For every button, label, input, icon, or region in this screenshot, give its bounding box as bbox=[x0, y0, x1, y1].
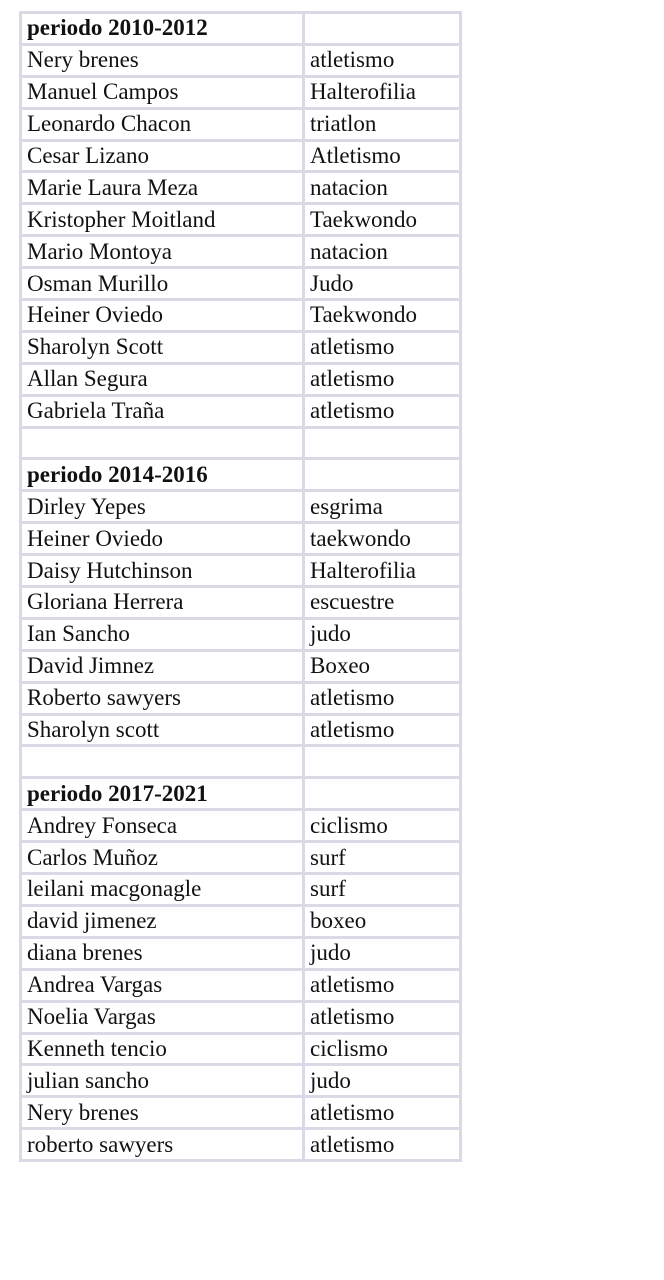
sport-cell: atletismo bbox=[304, 44, 461, 76]
athlete-name-cell: Osman Murillo bbox=[21, 268, 304, 300]
table-row bbox=[21, 555, 461, 587]
table-row bbox=[21, 140, 461, 172]
sport-cell: ciclismo bbox=[304, 810, 461, 842]
sport-cell: atletismo bbox=[304, 682, 461, 714]
sport-cell: triatlon bbox=[304, 108, 461, 140]
sport-cell: atletismo bbox=[304, 969, 461, 1001]
table-row bbox=[21, 204, 461, 236]
table-row bbox=[21, 76, 461, 108]
athlete-name-cell: Marie Laura Meza bbox=[21, 172, 304, 204]
table-row bbox=[21, 1001, 461, 1033]
sport-cell: atletismo bbox=[304, 1129, 461, 1161]
athlete-name-cell: Andrey Fonseca bbox=[21, 810, 304, 842]
table-row bbox=[21, 682, 461, 714]
period-header-empty-cell bbox=[304, 459, 461, 491]
sport-cell: atletismo bbox=[304, 395, 461, 427]
sport-cell: judo bbox=[304, 1065, 461, 1097]
period-header-empty-cell bbox=[304, 778, 461, 810]
table-row bbox=[21, 874, 461, 906]
period-header-row bbox=[21, 778, 461, 810]
table-row bbox=[21, 1065, 461, 1097]
empty-cell bbox=[21, 746, 304, 778]
athlete-name-cell: Leonardo Chacon bbox=[21, 108, 304, 140]
empty-cell bbox=[304, 427, 461, 459]
athlete-name-cell: Kristopher Moitland bbox=[21, 204, 304, 236]
sport-cell: Boxeo bbox=[304, 650, 461, 682]
table-row bbox=[21, 268, 461, 300]
athlete-name-cell: Roberto sawyers bbox=[21, 682, 304, 714]
athlete-name-cell: Kenneth tencio bbox=[21, 1033, 304, 1065]
period-title: periodo 2010-2012 bbox=[21, 13, 304, 45]
sport-cell: ciclismo bbox=[304, 1033, 461, 1065]
spacer-row bbox=[21, 746, 461, 778]
athlete-name-cell: Manuel Campos bbox=[21, 76, 304, 108]
table-row bbox=[21, 969, 461, 1001]
sport-cell: Taekwondo bbox=[304, 204, 461, 236]
table-row bbox=[21, 44, 461, 76]
table-row bbox=[21, 363, 461, 395]
athlete-name-cell: Sharolyn Scott bbox=[21, 331, 304, 363]
period-header-empty-cell bbox=[304, 13, 461, 45]
athlete-name-cell: Heiner Oviedo bbox=[21, 523, 304, 555]
athlete-name-cell: Ian Sancho bbox=[21, 618, 304, 650]
athletes-table-body bbox=[21, 13, 461, 1161]
table-row bbox=[21, 714, 461, 746]
athlete-name-cell: Carlos Muñoz bbox=[21, 842, 304, 874]
sport-cell: atletismo bbox=[304, 714, 461, 746]
table-row bbox=[21, 905, 461, 937]
sport-cell: atletismo bbox=[304, 1097, 461, 1129]
sport-cell: natacion bbox=[304, 236, 461, 268]
sport-cell: atletismo bbox=[304, 1001, 461, 1033]
table-row bbox=[21, 523, 461, 555]
athlete-name-cell: Gabriela Traña bbox=[21, 395, 304, 427]
sport-cell: Halterofilia bbox=[304, 555, 461, 587]
athlete-name-cell: Gloriana Herrera bbox=[21, 587, 304, 619]
table-row bbox=[21, 587, 461, 619]
athlete-name-cell: Heiner Oviedo bbox=[21, 300, 304, 332]
athlete-name-cell: david jimenez bbox=[21, 905, 304, 937]
athlete-name-cell: Dirley Yepes bbox=[21, 491, 304, 523]
empty-cell bbox=[21, 427, 304, 459]
table-row bbox=[21, 395, 461, 427]
athlete-name-cell: roberto sawyers bbox=[21, 1129, 304, 1161]
sport-cell: atletismo bbox=[304, 363, 461, 395]
table-row bbox=[21, 842, 461, 874]
table-row bbox=[21, 1097, 461, 1129]
sport-cell: surf bbox=[304, 842, 461, 874]
athlete-name-cell: Allan Segura bbox=[21, 363, 304, 395]
sport-cell: atletismo bbox=[304, 331, 461, 363]
table-row bbox=[21, 937, 461, 969]
table-row bbox=[21, 108, 461, 140]
spacer-row bbox=[21, 427, 461, 459]
table-row bbox=[21, 331, 461, 363]
sport-cell: esgrima bbox=[304, 491, 461, 523]
athlete-name-cell: Andrea Vargas bbox=[21, 969, 304, 1001]
athlete-name-cell: julian sancho bbox=[21, 1065, 304, 1097]
athlete-name-cell: Cesar Lizano bbox=[21, 140, 304, 172]
table-row bbox=[21, 491, 461, 523]
table-row bbox=[21, 1033, 461, 1065]
athletes-table bbox=[19, 11, 462, 1162]
athlete-name-cell: Noelia Vargas bbox=[21, 1001, 304, 1033]
athlete-name-cell: Nery brenes bbox=[21, 44, 304, 76]
empty-cell bbox=[304, 746, 461, 778]
table-row bbox=[21, 172, 461, 204]
sport-cell: surf bbox=[304, 874, 461, 906]
sport-cell: taekwondo bbox=[304, 523, 461, 555]
athlete-name-cell: diana brenes bbox=[21, 937, 304, 969]
athlete-name-cell: leilani macgonagle bbox=[21, 874, 304, 906]
athlete-name-cell: Daisy Hutchinson bbox=[21, 555, 304, 587]
athlete-name-cell: Nery brenes bbox=[21, 1097, 304, 1129]
table-row bbox=[21, 810, 461, 842]
sport-cell: Judo bbox=[304, 268, 461, 300]
sport-cell: judo bbox=[304, 618, 461, 650]
table-row bbox=[21, 618, 461, 650]
period-header-row bbox=[21, 13, 461, 45]
athlete-name-cell: Sharolyn scott bbox=[21, 714, 304, 746]
sport-cell: Atletismo bbox=[304, 140, 461, 172]
sport-cell: judo bbox=[304, 937, 461, 969]
athlete-name-cell: David Jimnez bbox=[21, 650, 304, 682]
table-row bbox=[21, 236, 461, 268]
period-title: periodo 2017-2021 bbox=[21, 778, 304, 810]
period-header-row bbox=[21, 459, 461, 491]
period-title: periodo 2014-2016 bbox=[21, 459, 304, 491]
table-row bbox=[21, 300, 461, 332]
sport-cell: natacion bbox=[304, 172, 461, 204]
sport-cell: Taekwondo bbox=[304, 300, 461, 332]
table-row bbox=[21, 1129, 461, 1161]
table-row bbox=[21, 650, 461, 682]
athlete-name-cell: Mario Montoya bbox=[21, 236, 304, 268]
sport-cell: Halterofilia bbox=[304, 76, 461, 108]
sport-cell: boxeo bbox=[304, 905, 461, 937]
sport-cell: escuestre bbox=[304, 587, 461, 619]
